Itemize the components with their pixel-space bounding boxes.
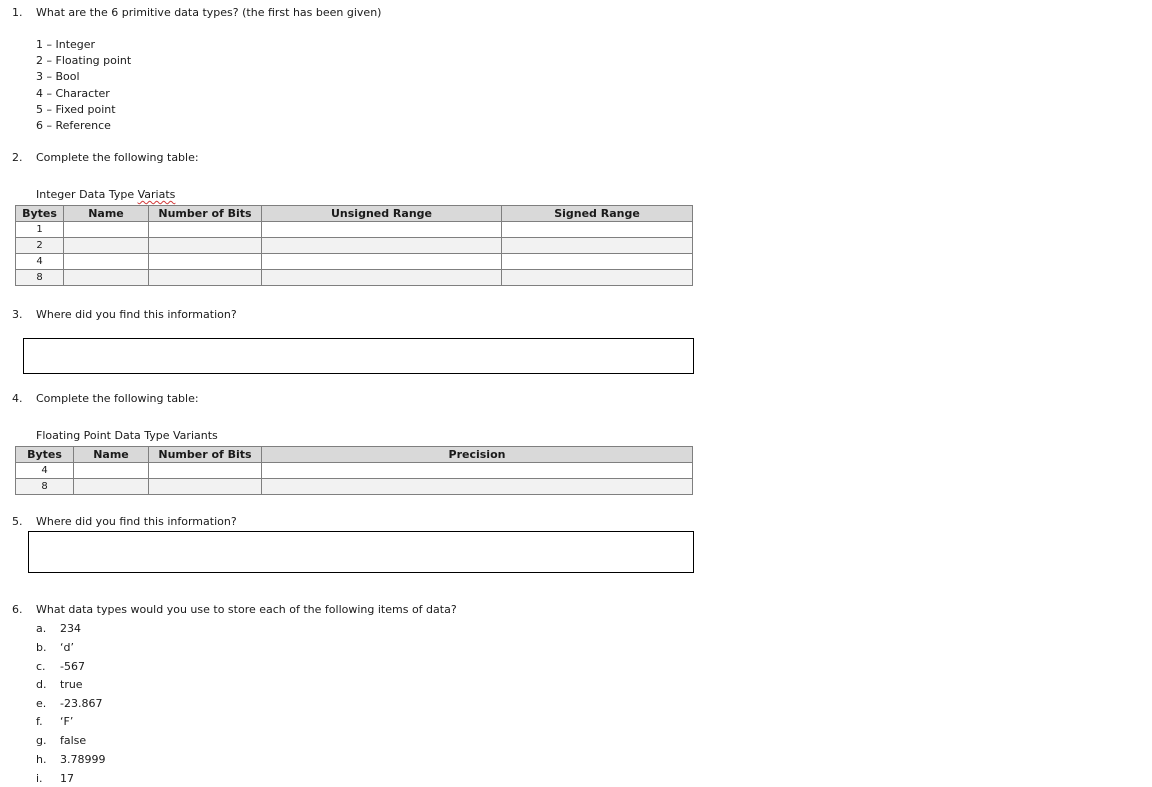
bits-cell[interactable] — [149, 479, 262, 495]
bytes-cell: 8 — [16, 479, 74, 495]
q6-letter: h. — [36, 753, 47, 766]
q1-answer-1: 1 – Integer — [36, 38, 96, 51]
q1-answer-3: 3 – Bool — [36, 70, 80, 83]
table-row — [16, 479, 693, 495]
bytes-cell: 8 — [16, 270, 64, 286]
bits-cell[interactable] — [149, 270, 262, 286]
q6-value: ‘d’ — [60, 641, 74, 654]
q5-answer-box[interactable] — [28, 531, 694, 573]
q1-answer-6: 6 – Reference — [36, 119, 111, 132]
integer-data-type-table — [15, 205, 693, 286]
q6-value: 3.78999 — [60, 753, 106, 766]
q6-letter: d. — [36, 678, 47, 691]
q3-text: Where did you find this information? — [36, 308, 237, 321]
name-cell[interactable] — [64, 238, 149, 254]
table-row — [16, 254, 693, 270]
header-name: Name — [74, 447, 149, 463]
floating-point-data-type-table — [15, 446, 693, 495]
table-row — [16, 222, 693, 238]
q6-value: ‘F’ — [60, 715, 74, 728]
q4-text: Complete the following table: — [36, 392, 199, 405]
q1-answer-4: 4 – Character — [36, 87, 110, 100]
q6-number: 6. — [12, 603, 23, 616]
bytes-cell: 4 — [16, 463, 74, 479]
precision-cell[interactable] — [262, 479, 693, 495]
q3-answer-box[interactable] — [23, 338, 694, 374]
q6-value: -23.867 — [60, 697, 103, 710]
q6-letter: e. — [36, 697, 47, 710]
signed-range-cell[interactable] — [502, 222, 693, 238]
precision-cell[interactable] — [262, 463, 693, 479]
q1-text: What are the 6 primitive data types? (the first has been given) — [36, 6, 382, 19]
name-cell[interactable] — [64, 254, 149, 270]
q6-letter: c. — [36, 660, 46, 673]
header-bytes: Bytes — [16, 206, 64, 222]
header-precision: Precision — [262, 447, 693, 463]
misspelled-word: Variats — [137, 188, 176, 201]
q2-number: 2. — [12, 151, 23, 164]
bits-cell[interactable] — [149, 254, 262, 270]
q1-answer-5: 5 – Fixed point — [36, 103, 116, 116]
header-number-of-bits: Number of Bits — [149, 206, 262, 222]
q5-text: Where did you find this information? — [36, 515, 237, 528]
integer-table-title: Integer Data Type Variats — [36, 188, 176, 201]
q6-value: false — [60, 734, 87, 747]
q6-letter: a. — [36, 622, 47, 635]
q6-value: 17 — [60, 772, 74, 785]
q6-letter: i. — [36, 772, 43, 785]
unsigned-range-cell[interactable] — [262, 222, 502, 238]
q4-number: 4. — [12, 392, 23, 405]
name-cell[interactable] — [64, 222, 149, 238]
bytes-cell: 1 — [16, 222, 64, 238]
table-row — [16, 238, 693, 254]
signed-range-cell[interactable] — [502, 254, 693, 270]
header-number-of-bits: Number of Bits — [149, 447, 262, 463]
unsigned-range-cell[interactable] — [262, 270, 502, 286]
signed-range-cell[interactable] — [502, 238, 693, 254]
table-header-row — [16, 206, 693, 222]
q6-letter: b. — [36, 641, 47, 654]
unsigned-range-cell[interactable] — [262, 254, 502, 270]
header-unsigned-range: Unsigned Range — [262, 206, 502, 222]
q6-letter: g. — [36, 734, 47, 747]
signed-range-cell[interactable] — [502, 270, 693, 286]
header-name: Name — [64, 206, 149, 222]
table-row — [16, 463, 693, 479]
q5-number: 5. — [12, 515, 23, 528]
q6-letter: f. — [36, 715, 43, 728]
header-bytes: Bytes — [16, 447, 74, 463]
name-cell[interactable] — [74, 479, 149, 495]
bytes-cell: 4 — [16, 254, 64, 270]
bytes-cell: 2 — [16, 238, 64, 254]
header-signed-range: Signed Range — [502, 206, 693, 222]
q6-text: What data types would you use to store each of the following items of data? — [36, 603, 457, 616]
q6-value: true — [60, 678, 83, 691]
q1-answer-2: 2 – Floating point — [36, 54, 132, 67]
name-cell[interactable] — [74, 463, 149, 479]
q1-number: 1. — [12, 6, 23, 19]
bits-cell[interactable] — [149, 238, 262, 254]
table-row — [16, 270, 693, 286]
table-header-row — [16, 447, 693, 463]
bits-cell[interactable] — [149, 222, 262, 238]
q3-number: 3. — [12, 308, 23, 321]
unsigned-range-cell[interactable] — [262, 238, 502, 254]
q2-text: Complete the following table: — [36, 151, 199, 164]
q6-value: -567 — [60, 660, 85, 673]
bits-cell[interactable] — [149, 463, 262, 479]
float-table-title: Floating Point Data Type Variants — [36, 429, 218, 442]
name-cell[interactable] — [64, 270, 149, 286]
q6-value: 234 — [60, 622, 81, 635]
